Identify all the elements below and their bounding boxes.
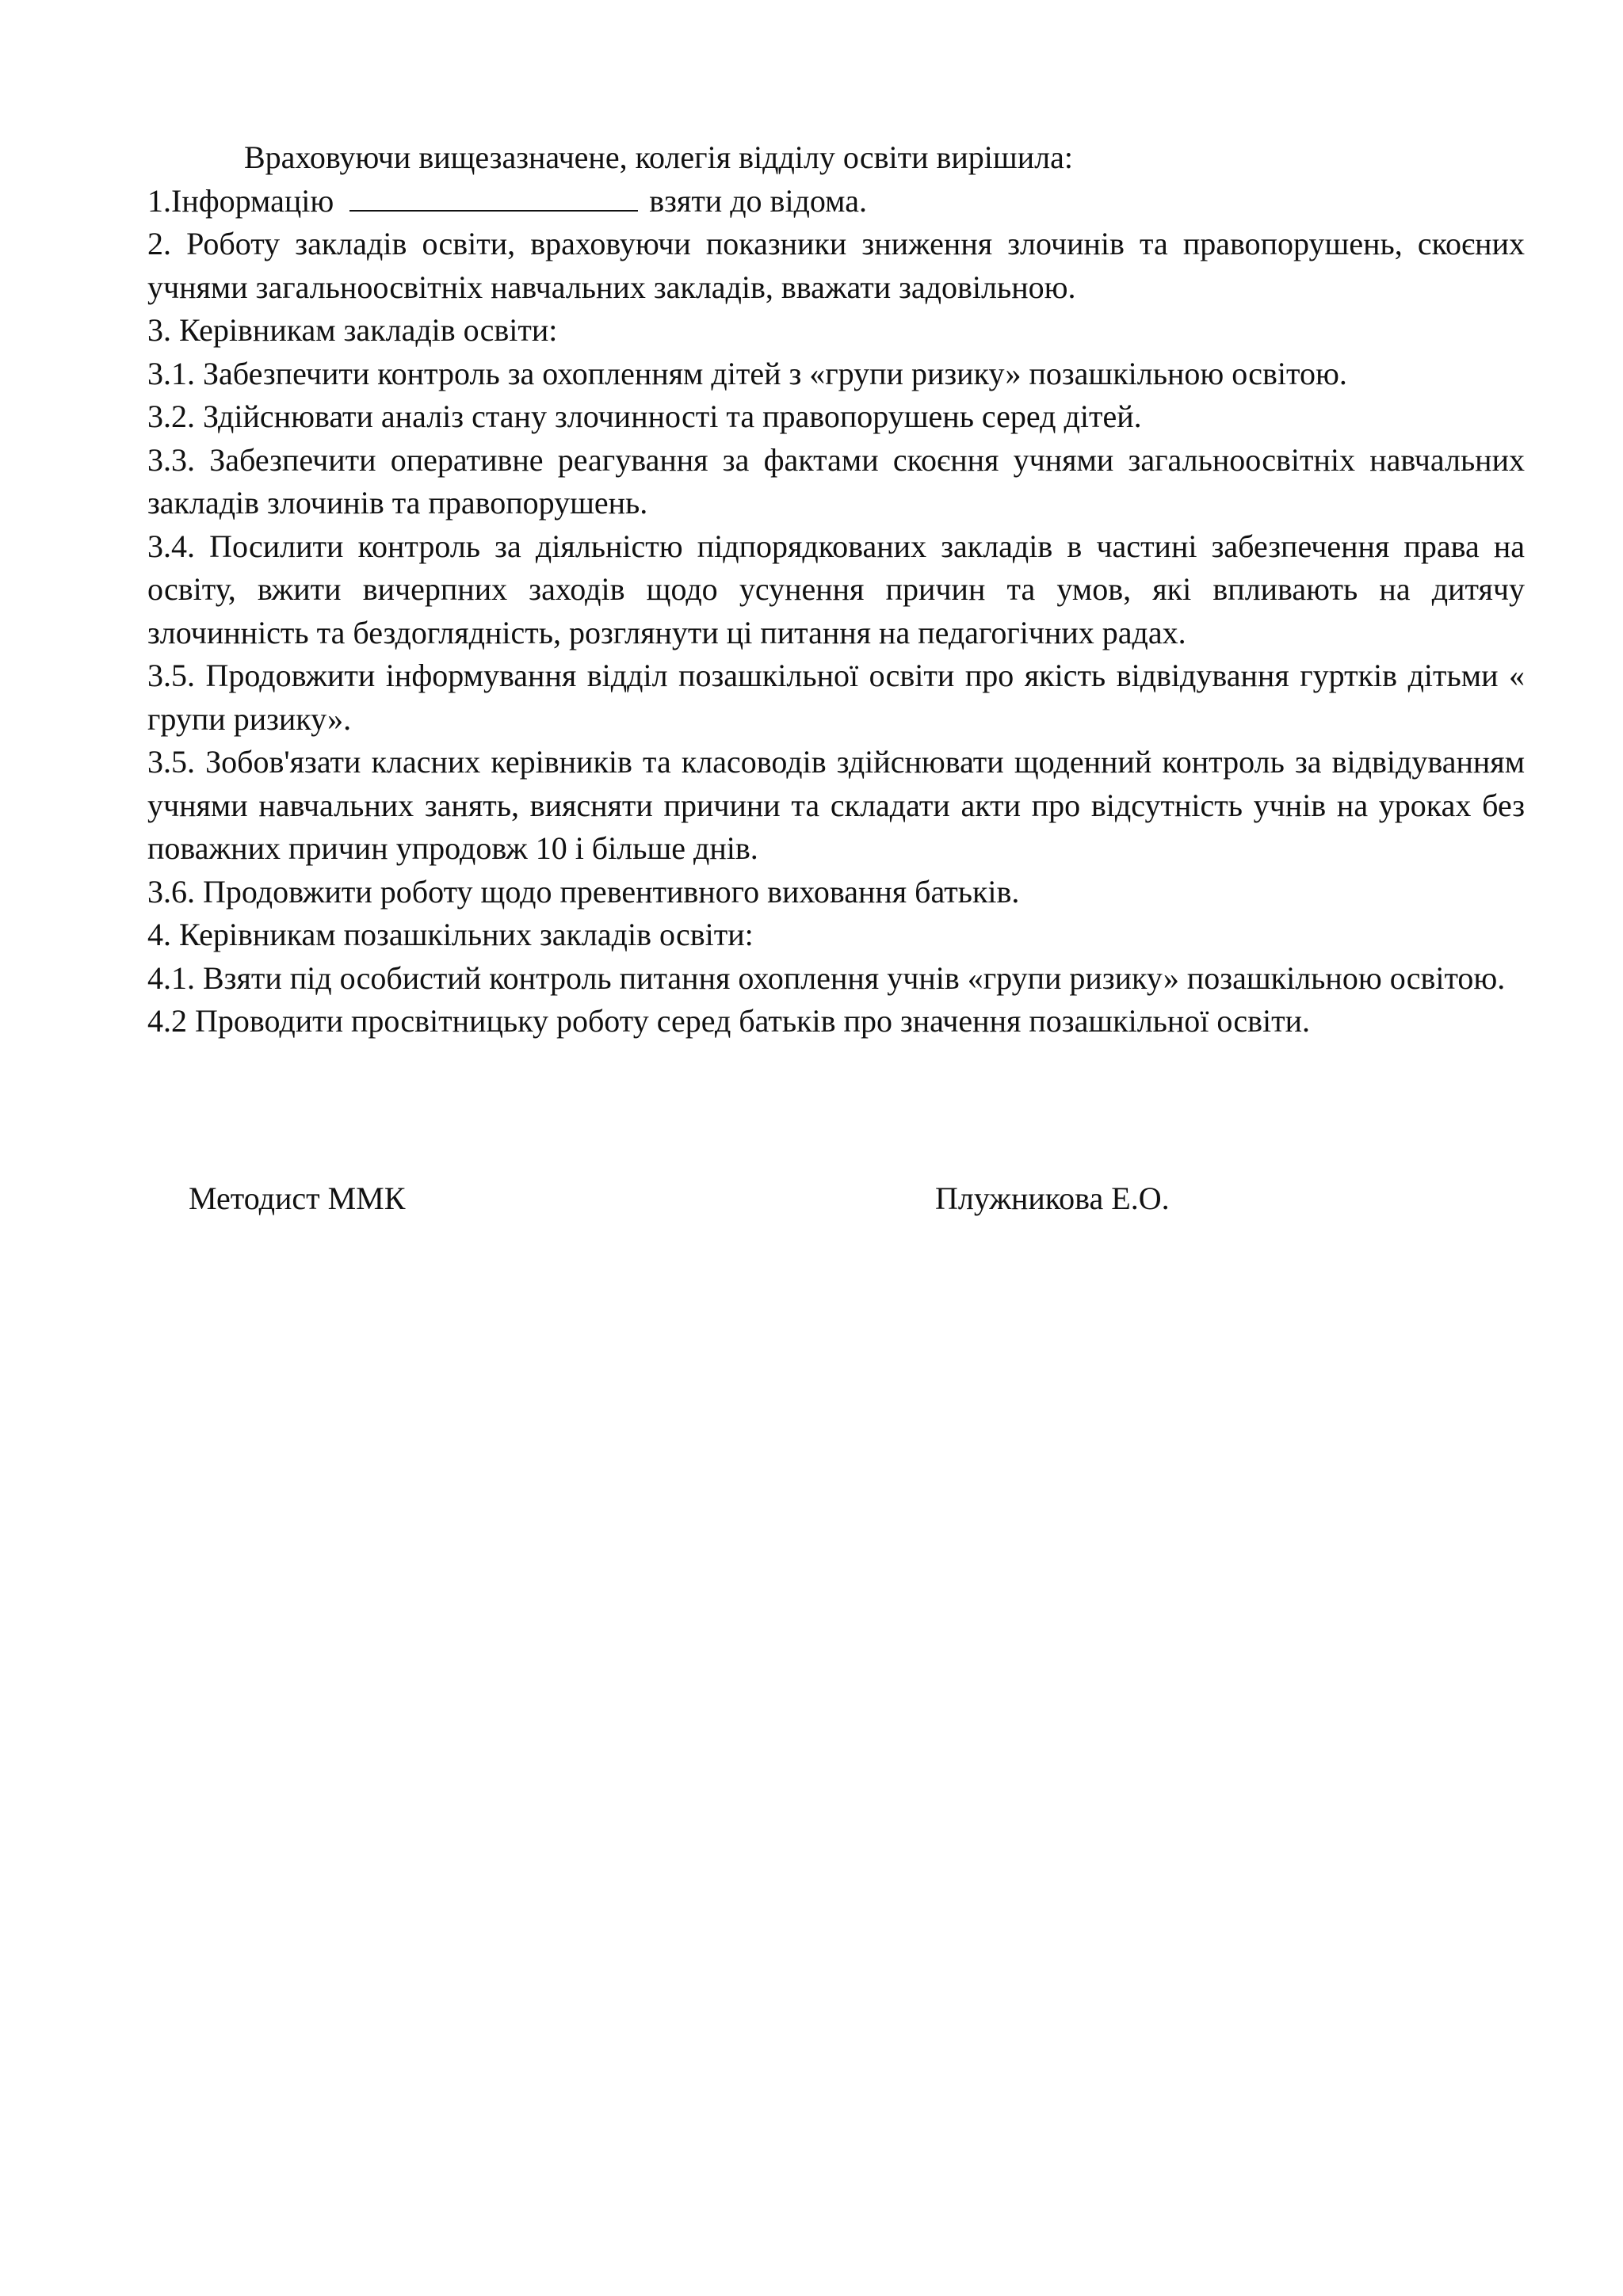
fill-in-blank-line <box>349 180 638 212</box>
item-3-2: 3.2. Здійснювати аналіз стану злочинності та правопорушень серед дітей. <box>147 399 1142 434</box>
item-3-1: 3.1. Забезпечити контроль за охопленням дітей з «групи ризику» позашкільною освітою. <box>147 355 1347 391</box>
item-1 <box>147 180 1525 223</box>
item-3-3: 3.3. Забезпечити оперативне реагування за фактами скоєння учнями загальноосвітніх навчальних закладів злочинів та правопорушень. <box>147 441 1525 521</box>
signature-position: Методист ММК <box>189 1180 406 1216</box>
item-3: 3. Керівникам закладів освіти: <box>147 312 558 348</box>
item-3-5-a: 3.5. Продовжити інформування відділ позашкільної освіти про якість відвідування гуртків дітьми « групи ризику». <box>147 658 1525 737</box>
item-2: 2. Роботу закладів освіти, враховуючи показники зниження злочинів та правопорушень, скоєних учнями загальноосвітніх навчальних закладів, вважати задовільною. <box>147 226 1525 305</box>
item-1-prefix: 1.Інформацію <box>147 182 334 219</box>
intro-paragraph: Враховуючи вищезазначене, колегія відділу освіти вирішила: <box>244 139 1073 175</box>
document-body <box>147 136 1525 1043</box>
item-4-1: 4.1. Взяти під особистий контроль питання охоплення учнів «групи ризику» позашкільною освітою. <box>147 959 1506 996</box>
signature-name: Плужникова Е.О. <box>935 1180 1170 1216</box>
item-4-2: 4.2 Проводити просвітницьку роботу серед батьків про значення позашкільної освіти. <box>147 1003 1311 1039</box>
item-3-5-b: 3.5. Зобов'язати класних керівників та класоводів здійснювати щоденний контроль за відвідуванням учнями навчальних занять, виясняти причини та складати акти про відсутність учнів на уроках без поважних причин упродовж 10 і більше днів. <box>147 744 1525 866</box>
item-4: 4. Керівникам позашкільних закладів освіти: <box>147 917 754 952</box>
item-3-6: 3.6. Продовжити роботу щодо превентивного виховання батьків. <box>147 873 1020 910</box>
item-3-4: 3.4. Посилити контроль за діяльністю підпорядкованих закладів в частині забезпечення права на освіту, вжити вичерпних заходів щодо усунення причин та умов, які впливають на дитячу злочинність та бездоглядність, розглянути ці питання на педагогічних радах. <box>147 528 1525 650</box>
item-1-suffix: взяти до відома. <box>649 182 867 219</box>
